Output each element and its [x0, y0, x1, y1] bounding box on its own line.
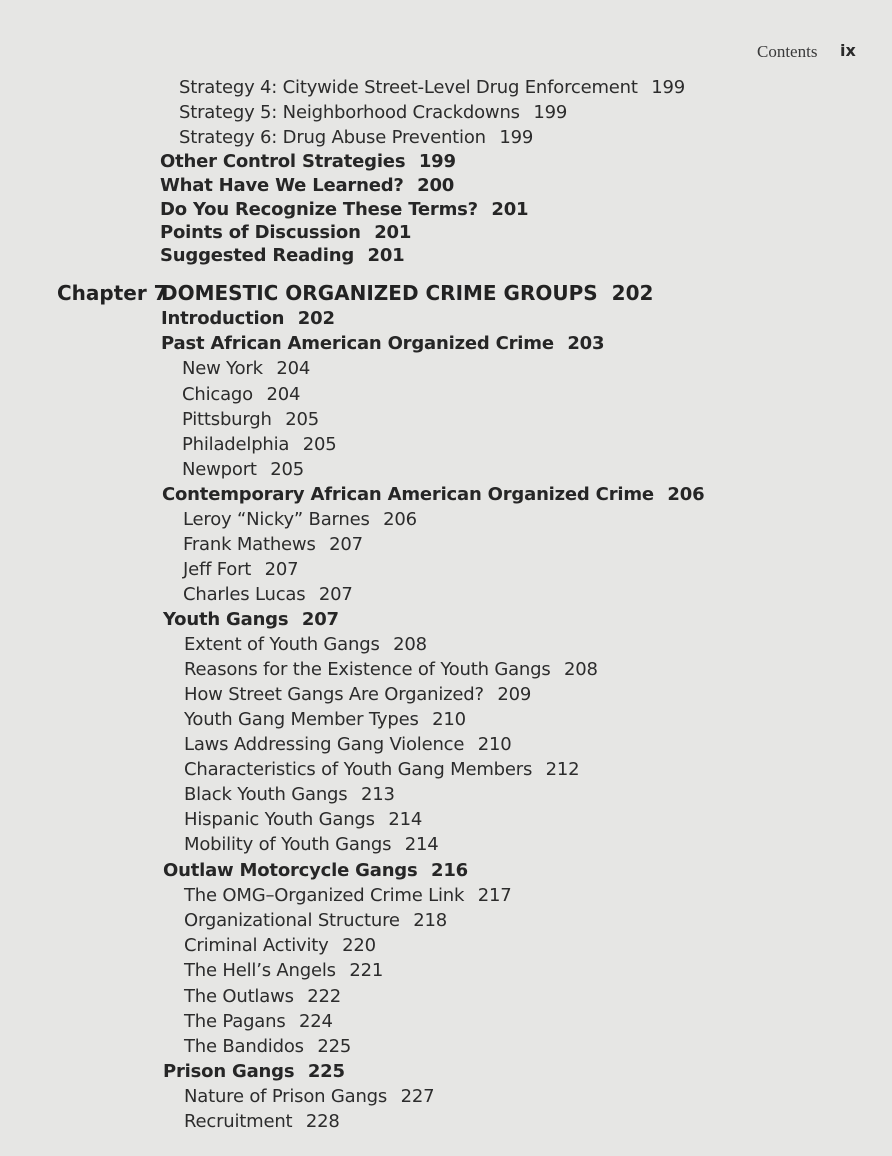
- toc-entry-page: 217: [477, 885, 512, 906]
- chapter-label: Chapter 7: [57, 281, 168, 305]
- toc-entry-title: Nature of Prison Gangs: [184, 1086, 388, 1107]
- toc-entry-title: Prison Gangs: [163, 1061, 295, 1082]
- toc-entry: [184, 784, 395, 805]
- toc-entry: [182, 409, 319, 430]
- toc-entry-page: 201: [374, 222, 412, 243]
- toc-entry-title: How Street Gangs Are Organized?: [184, 684, 484, 705]
- toc-entry-title: Points of Discussion: [160, 222, 361, 243]
- toc-entry: [160, 245, 405, 266]
- toc-entry: [160, 222, 411, 243]
- toc-entry-title: Extent of Youth Gangs: [184, 634, 380, 655]
- toc-entry-title: Hispanic Youth Gangs: [184, 809, 375, 830]
- toc-entry-title: The Outlaws: [184, 986, 294, 1007]
- toc-entry-page: 200: [417, 175, 455, 196]
- toc-entry: [184, 709, 466, 730]
- toc-entry-page: 209: [497, 684, 532, 705]
- toc-entry-page: 218: [413, 910, 448, 931]
- toc-entry-page: 199: [651, 77, 685, 98]
- toc-entry-page: 225: [307, 1061, 345, 1082]
- page-number: ix: [840, 41, 856, 60]
- toc-entry: [184, 809, 422, 830]
- toc-entry: [183, 534, 363, 555]
- toc-entry: [162, 484, 704, 505]
- toc-entry-page: 224: [299, 1011, 333, 1032]
- toc-entry-page: 220: [342, 935, 376, 956]
- toc-entry-page: 199: [533, 102, 568, 123]
- toc-entry-page: 210: [477, 734, 512, 755]
- toc-entry-page: 228: [305, 1111, 340, 1132]
- toc-entry-title: Charles Lucas: [183, 584, 306, 605]
- toc-entry-page: 221: [349, 960, 384, 981]
- toc-entry-title: Youth Gang Member Types: [184, 709, 419, 730]
- chapter-page: 202: [611, 281, 654, 305]
- toc-entry-title: Black Youth Gangs: [184, 784, 348, 805]
- toc-entry-title: Strategy 5: Neighborhood Crackdowns: [179, 102, 520, 123]
- toc-entry-page: 214: [404, 834, 439, 855]
- toc-entry-title: Past African American Organized Crime: [161, 333, 554, 354]
- toc-entry-page: 210: [432, 709, 466, 730]
- toc-entry: [184, 1011, 333, 1032]
- toc-entry-page: 205: [285, 409, 319, 430]
- toc-entry: [163, 1061, 345, 1082]
- toc-entry-page: 204: [276, 358, 311, 379]
- toc-entry-page: 207: [264, 559, 299, 580]
- toc-entry-title: Contemporary African American Organized Crime: [162, 484, 654, 505]
- toc-entry-page: 205: [270, 459, 305, 480]
- toc-entry-title: The Pagans: [184, 1011, 286, 1032]
- toc-entry: [163, 860, 468, 881]
- toc-entry: [184, 910, 447, 931]
- toc-entry-title: Newport: [182, 459, 257, 480]
- toc-entry-title: Youth Gangs: [163, 609, 289, 630]
- toc-entry: [184, 734, 512, 755]
- toc-entry-page: 212: [545, 759, 580, 780]
- toc-entry-title: Introduction: [161, 308, 285, 329]
- toc-entry-title: Leroy “Nicky” Barnes: [183, 509, 370, 530]
- toc-entry-title: Organizational Structure: [184, 910, 400, 931]
- toc-entry-title: Do You Recognize These Terms?: [160, 199, 478, 220]
- toc-entry-title: Characteristics of Youth Gang Members: [184, 759, 533, 780]
- toc-entry: [160, 199, 528, 220]
- toc-entry: [184, 684, 531, 705]
- toc-entry-page: 214: [388, 809, 423, 830]
- toc-entry-title: Other Control Strategies: [160, 151, 406, 172]
- toc-entry-title: Reasons for the Existence of Youth Gangs: [184, 659, 551, 680]
- toc-entry-page: 204: [266, 384, 301, 405]
- toc-entry-title: Strategy 6: Drug Abuse Prevention: [179, 127, 486, 148]
- toc-entry: [184, 1086, 434, 1107]
- toc-entry: [184, 885, 511, 906]
- toc-entry-title: What Have We Learned?: [160, 175, 404, 196]
- toc-entry-title: Philadelphia: [182, 434, 290, 455]
- toc-entry: [182, 434, 337, 455]
- toc-entry-title: The Bandidos: [184, 1036, 304, 1057]
- toc-entry: [184, 1036, 351, 1057]
- toc-entry-page: 202: [297, 308, 335, 329]
- toc-entry: [184, 986, 341, 1007]
- toc-entry-title: Chicago: [182, 384, 253, 405]
- toc-entry: [182, 384, 300, 405]
- toc-entry-page: 225: [317, 1036, 352, 1057]
- toc-entry: [184, 659, 598, 680]
- toc-entry-page: 205: [302, 434, 337, 455]
- toc-entry-page: 227: [400, 1086, 435, 1107]
- toc-entry: [184, 834, 439, 855]
- toc-entry-page: 207: [318, 584, 353, 605]
- toc-entry-page: 213: [360, 784, 395, 805]
- toc-entry-page: 207: [301, 609, 339, 630]
- toc-entry-page: 206: [667, 484, 705, 505]
- toc-entry-title: Criminal Activity: [184, 935, 329, 956]
- toc-entry: [160, 151, 456, 172]
- toc-entry-page: 207: [329, 534, 363, 555]
- toc-entry-page: 199: [499, 127, 534, 148]
- toc-entry: [161, 308, 335, 329]
- toc-entry: [179, 77, 685, 98]
- toc-entry-page: 222: [307, 986, 342, 1007]
- toc-entry: [184, 1111, 340, 1132]
- toc-entry-page: 208: [393, 634, 427, 655]
- toc-entry-title: Laws Addressing Gang Violence: [184, 734, 465, 755]
- toc-entry-title: Recruitment: [184, 1111, 293, 1132]
- toc-entry: [183, 509, 417, 530]
- toc-entry-page: 206: [383, 509, 417, 530]
- toc-entry: [183, 584, 353, 605]
- toc-entry: [184, 634, 427, 655]
- chapter-title: [161, 281, 653, 305]
- toc-entry-page: 203: [567, 333, 605, 354]
- toc-entry: [182, 459, 304, 480]
- toc-entry: [179, 102, 567, 123]
- toc-entry-title: Outlaw Motorcycle Gangs: [163, 860, 418, 881]
- toc-entry-page: 201: [367, 245, 405, 266]
- toc-entry: [161, 333, 604, 354]
- toc-entry: [183, 559, 298, 580]
- toc-entry: [179, 127, 533, 148]
- toc-entry-title: Suggested Reading: [160, 245, 355, 266]
- toc-entry-page: 201: [491, 199, 529, 220]
- toc-entry: [184, 935, 376, 956]
- toc-entry-title: New York: [182, 358, 263, 379]
- toc-entry: [184, 960, 383, 981]
- toc-entry-page: 208: [564, 659, 598, 680]
- toc-entry-title: Frank Mathews: [183, 534, 316, 555]
- toc-entry-page: 216: [431, 860, 468, 881]
- toc-entry-title: The OMG–Organized Crime Link: [184, 885, 465, 906]
- toc-entry: [160, 175, 454, 196]
- toc-entry-title: Pittsburgh: [182, 409, 272, 430]
- toc-entry: [184, 759, 579, 780]
- chapter-title-text: DOMESTIC ORGANIZED CRIME GROUPS: [161, 281, 598, 305]
- toc-entry: [163, 609, 339, 630]
- toc-entry-title: Strategy 4: Citywide Street-Level Drug Enforcement: [179, 77, 638, 98]
- toc-entry: [182, 358, 310, 379]
- toc-entry-page: 199: [418, 151, 456, 172]
- toc-entry-title: Jeff Fort: [183, 559, 252, 580]
- toc-entry-title: Mobility of Youth Gangs: [184, 834, 392, 855]
- running-header-label: Contents: [757, 42, 818, 61]
- toc-entry-title: The Hell’s Angels: [184, 960, 336, 981]
